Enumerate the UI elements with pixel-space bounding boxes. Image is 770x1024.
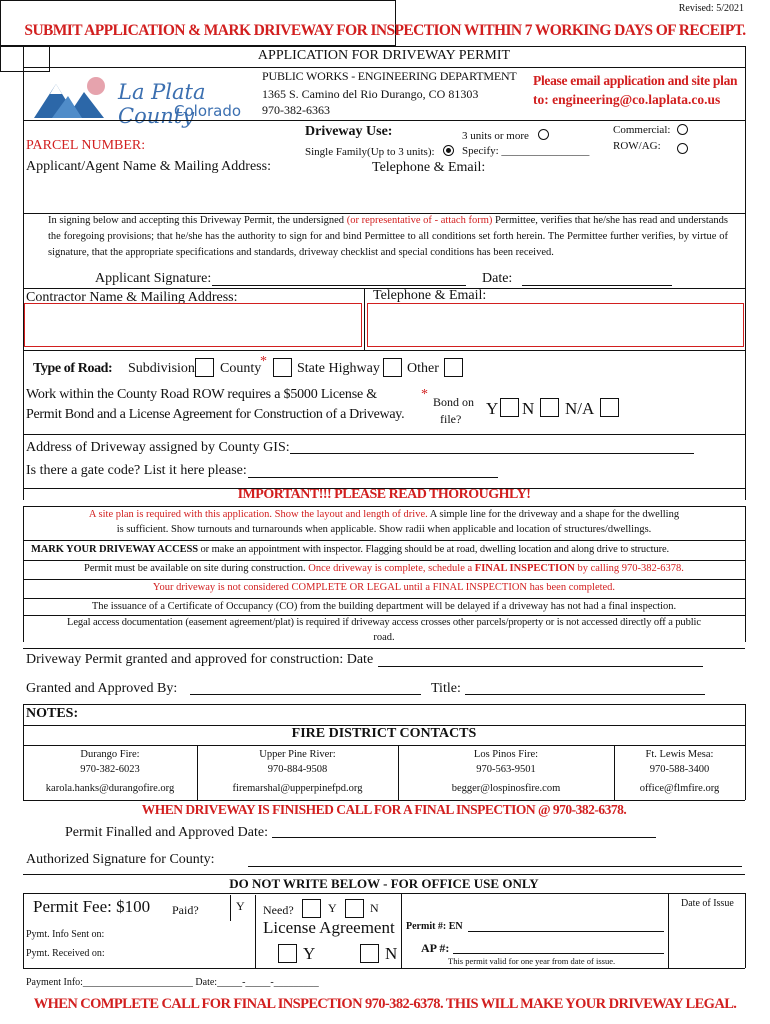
row-work-line2: Permit Bond and a License Agreement for Construction of a Driveway. (26, 407, 405, 422)
email-note-line2: to: engineering@co.laplata.co.us (533, 92, 721, 107)
license-y-label: Y (303, 944, 316, 963)
type-of-road-label: Type of Road: (33, 361, 113, 376)
ap-number-line[interactable] (453, 953, 664, 954)
form-title: APPLICATION FOR DRIVEWAY PERMIT (257, 48, 511, 63)
permit-valid-note: This permit valid for one year from date of issue. (448, 956, 616, 966)
top-warning: SUBMIT APPLICATION & MARK DRIVEWAY FOR INSPECTION WITHIN 7 WORKING DAYS OF RECEIPT. (24, 22, 746, 39)
contractor-phone-box[interactable] (367, 303, 744, 347)
gate-code-line[interactable] (248, 477, 498, 478)
notes-label: NOTES: (26, 706, 79, 721)
applicant-label: Applicant/Agent Name & Mailing Address: (26, 159, 271, 174)
county-star: * (260, 354, 267, 369)
need-n-label: N (370, 901, 379, 915)
frame-right (745, 46, 746, 500)
date-of-issue-label: Date of Issue (681, 898, 734, 909)
other-label: Other (407, 361, 439, 376)
applicant-signature-label: Applicant Signature: (95, 271, 212, 286)
permit-fee-label: Permit Fee: $100 (33, 897, 151, 916)
contractor-label: Contractor Name & Mailing Address: (26, 290, 238, 305)
ap-number-label: AP #: (421, 941, 450, 955)
address-line[interactable] (290, 453, 694, 454)
date-label: Date: (482, 271, 513, 286)
payment-info-sent-label: Pymt. Info Sent on: (26, 929, 105, 940)
license-y-checkbox[interactable] (278, 944, 297, 963)
granted-by-line[interactable] (190, 694, 421, 695)
paid-label: Paid? (172, 903, 199, 917)
three-units-label: 3 units or more (462, 130, 529, 142)
address-label: Address of Driveway assigned by County GIS: (26, 440, 290, 455)
county-label: County (220, 361, 262, 376)
legal-access-line1: Legal access documentation (easement agreement/plat) is required if driveway access crosses other parcels/property or is not accessed directly off a public (67, 617, 701, 628)
department-name: PUBLIC WORKS - ENGINEERING DEPARTMENT (262, 69, 517, 83)
bond-y-checkbox[interactable] (500, 398, 519, 417)
finished-call-banner: WHEN DRIVEWAY IS FINISHED CALL FOR A FINAL INSPECTION @ 970-382-6378. (141, 802, 627, 817)
authorized-signature-label: Authorized Signature for County: (26, 852, 215, 867)
authorized-signature-line[interactable] (248, 866, 742, 867)
license-need-label: Need? (263, 903, 294, 917)
fire-district-title: FIRE DISTRICT CONTACTS (291, 726, 477, 741)
signature-date-line[interactable] (522, 285, 672, 286)
need-checkbox-a[interactable] (302, 899, 321, 918)
need-checkbox-b[interactable] (345, 899, 364, 918)
bond-label-2: file? (440, 412, 462, 426)
bond-n-checkbox[interactable] (540, 398, 559, 417)
permit-finalled-line[interactable] (272, 837, 656, 838)
bond-na-label: N/A (565, 399, 595, 418)
granted-by-label: Granted and Approved By: (26, 681, 178, 696)
subdivision-checkbox[interactable] (195, 358, 214, 377)
bond-label-1: Bond on (433, 395, 475, 409)
granted-construction-label: Driveway Permit granted and approved for construction: Date (26, 652, 374, 667)
license-n-label: N (385, 944, 398, 963)
contractor-name-box[interactable] (24, 303, 362, 347)
row-ag-label: ROW/AG: (613, 140, 661, 152)
county-logo (26, 70, 256, 128)
commercial-radio[interactable] (677, 124, 688, 135)
not-complete-note: Your driveway is not considered COMPLETE OR LEGAL until a FINAL INSPECTION has been completed. (152, 582, 616, 593)
frame-left (23, 46, 24, 500)
fire-contact-los-pinos: Los Pinos Fire: 970-563-9501 begger@lospinosfire.com (451, 749, 561, 794)
state-highway-checkbox[interactable] (383, 358, 402, 377)
subdivision-label: Subdivision (128, 361, 195, 376)
fire-contact-ft-lewis: Ft. Lewis Mesa: 970-588-3400 office@flmfire.org (639, 749, 720, 794)
revised-date: Revised: 5/2021 (678, 3, 744, 14)
office-use-banner: DO NOT WRITE BELOW - FOR OFFICE USE ONLY (229, 876, 539, 891)
permit-number-label: Permit #: EN (406, 921, 463, 932)
paid-y-label: Y (236, 899, 245, 913)
state-highway-label: State Highway (297, 361, 380, 376)
email-note-line1: Please email application and site plan (533, 73, 738, 88)
license-agreement-label: License Agreement (263, 918, 395, 937)
parcel-label: PARCEL NUMBER: (26, 138, 146, 153)
other-checkbox[interactable] (444, 358, 463, 377)
site-plan-line1: A site plan is required with this application. Show the layout and length of drive. A simple line for the driveway and a shape for the dwelling (88, 509, 680, 520)
bond-n-label: N (522, 399, 535, 418)
bond-y-label: Y (486, 399, 499, 418)
row-work-line1: Work within the County Road ROW requires a $5000 License & (26, 387, 377, 402)
title-line[interactable] (465, 694, 705, 695)
specify-field[interactable]: Specify: ________________ (462, 145, 590, 157)
permit-number-line[interactable] (468, 931, 664, 932)
signing-text: In signing below and accepting this Driveway Permit, the undersigned (or representative of - attach form) Permittee, verifies that he/she has read and understands the foregoing provisions; that he/she has the authority to sign for and bind Permittee to all conditions set forth herein. The Permittee further verifies, by virtue of signature, that the appropriate specifications and standards, driveway checklist and special conditions has been received. (48, 215, 729, 258)
need-y-label: Y (328, 901, 337, 915)
department-phone: 970-382-6363 (262, 103, 330, 117)
three-units-radio[interactable] (538, 129, 549, 140)
applicant-signature-line[interactable] (212, 285, 466, 286)
license-n-checkbox[interactable] (360, 944, 379, 963)
granted-date-line[interactable] (378, 666, 703, 667)
fire-contact-upper-pine: Upper Pine River: 970-884-9508 firemarshal@upperpinefpd.org (232, 749, 363, 794)
title-label: Title: (431, 681, 461, 696)
commercial-label: Commercial: (613, 124, 671, 136)
logo-state: Colorado (174, 102, 242, 120)
permit-onsite-note: Permit must be available on site during construction. Once driveway is complete, schedule a FINAL INSPECTION by calling 970-382-6378. (84, 563, 684, 574)
gate-code-label: Is there a gate code? List it here please: (26, 463, 247, 478)
contractor-telephone-label: Telephone & Email: (373, 288, 487, 303)
legal-access-line2: road. (373, 632, 395, 643)
fire-contact-durango: Durango Fire: 970-382-6023 karola.hanks@durangofire.org (45, 749, 175, 794)
driveway-use-label: Driveway Use: (305, 124, 393, 139)
telephone-email-label: Telephone & Email: (372, 160, 486, 175)
single-family-radio[interactable] (443, 145, 454, 156)
payment-info-line[interactable]: Payment Info:______________________ Date:_____-_____-_________ (26, 977, 319, 988)
row-ag-radio[interactable] (677, 143, 688, 154)
logo-script: La Plata County (118, 80, 206, 128)
permit-finalled-label: Permit Finalled and Approved Date: (65, 825, 268, 840)
payment-received-label: Pymt. Received on: (26, 948, 105, 959)
bond-star: * (421, 387, 428, 402)
important-banner: IMPORTANT!!! PLEASE READ THOROUGHLY! (237, 487, 531, 502)
mark-access-note: MARK YOUR DRIVEWAY ACCESS or make an appointment with inspector. Flagging should be at road, dwelling location and along drive to structure. (31, 544, 670, 555)
department-address: 1365 S. Camino del Rio Durango, CO 81303 (262, 87, 479, 101)
single-family-label: Single Family(Up to 3 units): (305, 146, 435, 158)
bond-na-checkbox[interactable] (600, 398, 619, 417)
co-note: The issuance of a Certificate of Occupancy (CO) from the building department will be delayed if a driveway has not had a final inspection. (91, 601, 677, 612)
bottom-warning: WHEN COMPLETE CALL FOR FINAL INSPECTION 970-382-6378. THIS WILL MAKE YOUR DRIVEWAY LEGAL. (33, 996, 737, 1012)
site-plan-line2: is sufficient. Show turnouts and turnarounds when applicable. Show radii when applicable and location of structures/dwellings. (116, 524, 652, 535)
county-checkbox[interactable] (273, 358, 292, 377)
